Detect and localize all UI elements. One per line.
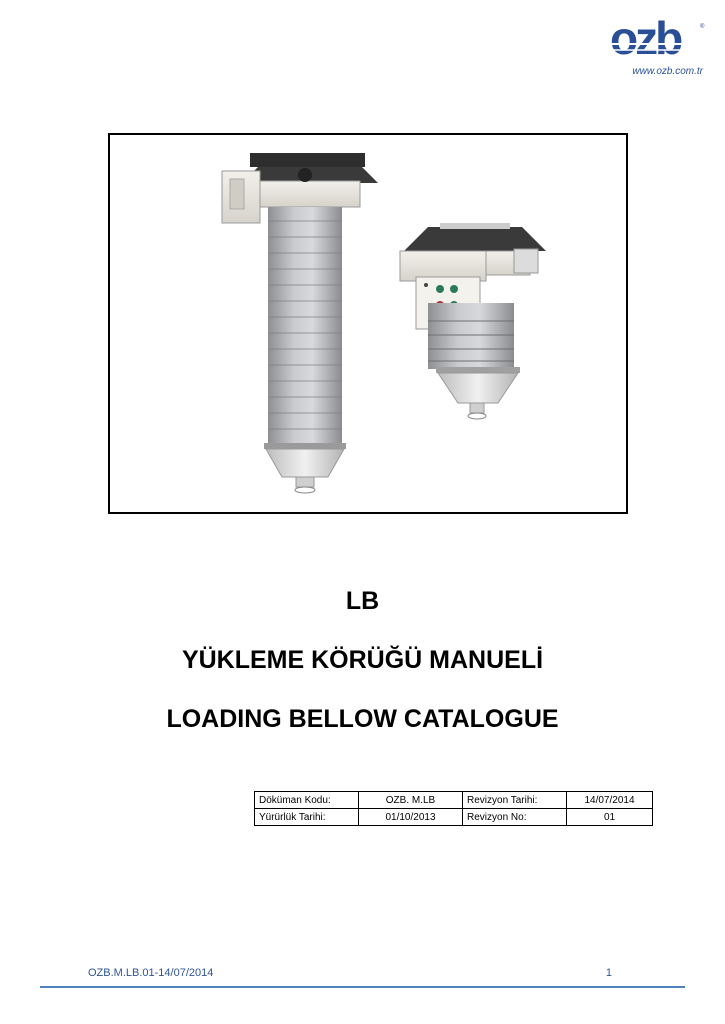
table-cell: 01 [567, 809, 653, 826]
document-info-table [254, 791, 653, 826]
table-cell: 14/07/2014 [567, 792, 653, 809]
table-cell: Yürürlük Tarihi: [255, 809, 359, 826]
page-number: 1 [605, 967, 612, 979]
loading-bellow-illustration [110, 135, 626, 512]
table-row [255, 792, 653, 809]
table-cell: OZB. M.LB [359, 792, 463, 809]
table-cell: Revizyon No: [463, 809, 567, 826]
website-url: www.ozb.com.tr [632, 66, 703, 77]
svg-text:ozb: ozb [610, 12, 681, 64]
svg-text:®: ® [700, 24, 705, 30]
turkish-title: YÜKLEME KÖRÜĞÜ MANUELİ [181, 646, 544, 674]
cover-photo [108, 133, 628, 514]
footer-doc-ref: OZB.M.LB.01-14/07/2014 [88, 967, 214, 979]
footer-divider [40, 986, 685, 988]
table-row [255, 809, 653, 826]
table-cell: Döküman Kodu: [255, 792, 359, 809]
table-cell: Revizyon Tarihi: [463, 792, 567, 809]
product-code-title: LB [345, 587, 380, 615]
english-title: LOADING BELLOW CATALOGUE [166, 705, 559, 733]
table-cell: 01/10/2013 [359, 809, 463, 826]
